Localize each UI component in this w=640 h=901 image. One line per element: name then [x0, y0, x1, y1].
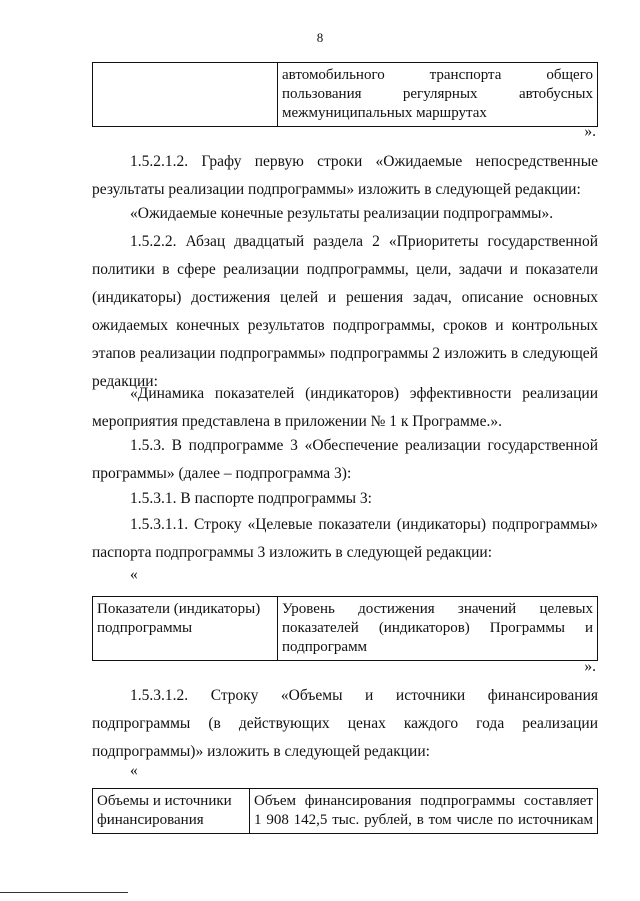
closing-quote: ». [584, 658, 596, 675]
paragraph-1-5-3: 1.5.3. В подпрограмме 3 «Обеспечение реализации государственной программы» (далее – подпрограмма 3): [92, 437, 598, 482]
paragraph-1-5-2-2: 1.5.2.2. Абзац двадцатый раздела 2 «Приоритеты государственной политики в сфере реализации подпрограммы, цели, задачи и показатели (индикаторы) достижения целей и решения задач, описание основных ожидаемых конечных результатов подпрограммы, сроков и контрольных этапов реализации подпрограммы» подпрограммы 2 изложить в следующей редакции: [92, 233, 598, 390]
paragraph-dynamics: «Динамика показателей (индикаторов) эффективности реализации мероприятия представлена в приложении № 1 к Программе.». [92, 385, 598, 430]
paragraph-1-5-3-1-1: 1.5.3.1.1. Строку «Целевые показатели (индикаторы) подпрограммы» паспорта подпрограммы 3 изложить в следующей редакции: [92, 516, 598, 561]
table-cell-right [278, 597, 598, 661]
table-line: автомобильного транспорта общего [282, 67, 593, 83]
paragraph-expected-results: «Ожидаемые конечные результаты реализации подпрограммы». [130, 205, 554, 222]
table-line: Объемы и источники [97, 793, 232, 809]
table-line: Уровень достижения значений целевых [282, 601, 593, 617]
footer-divider [0, 892, 128, 893]
table-indicators [92, 596, 598, 661]
table-cell-right [278, 63, 598, 127]
table-cell-left [93, 63, 278, 127]
opening-quote: « [130, 566, 138, 583]
opening-quote: « [130, 762, 138, 779]
paragraph-1-5-3-1-2: 1.5.3.1.2. Строку «Объемы и источники финансирования подпрограммы (в действующих ценах каждого года реализации подпрограммы)» изложить в следующей редакции: [92, 687, 598, 760]
table-line: 1 908 142,5 тыс. рублей, в том числе по источникам [254, 812, 593, 828]
table-cell-right [250, 789, 598, 834]
page-number: 8 [316, 30, 324, 45]
table-line: Объем финансирования подпрограммы составляет [254, 793, 593, 809]
paragraph-1-5-2-1-2: 1.5.2.1.2. Графу первую строки «Ожидаемые непосредственные результаты реализации подпрограммы» изложить в следующей редакции: [92, 153, 598, 198]
table-line: Показатели (индикаторы) [97, 601, 261, 617]
table-line: показателей (индикаторов) Программы и [282, 620, 593, 636]
closing-quote: ». [584, 123, 596, 140]
table-cell-left [93, 789, 250, 834]
table-line: межмуниципальных маршрутах [282, 105, 487, 121]
table-cell-left [93, 597, 278, 661]
table-financing [92, 788, 598, 834]
table-line: подпрограмм [282, 639, 368, 655]
paragraph-1-5-3-1: 1.5.3.1. В паспорте подпрограммы 3: [130, 490, 372, 507]
table-line: финансирования [97, 812, 204, 828]
table-transport-continuation [92, 62, 598, 127]
table-line: пользования регулярных автобусных [282, 86, 593, 102]
table-line: подпрограммы [97, 620, 193, 636]
